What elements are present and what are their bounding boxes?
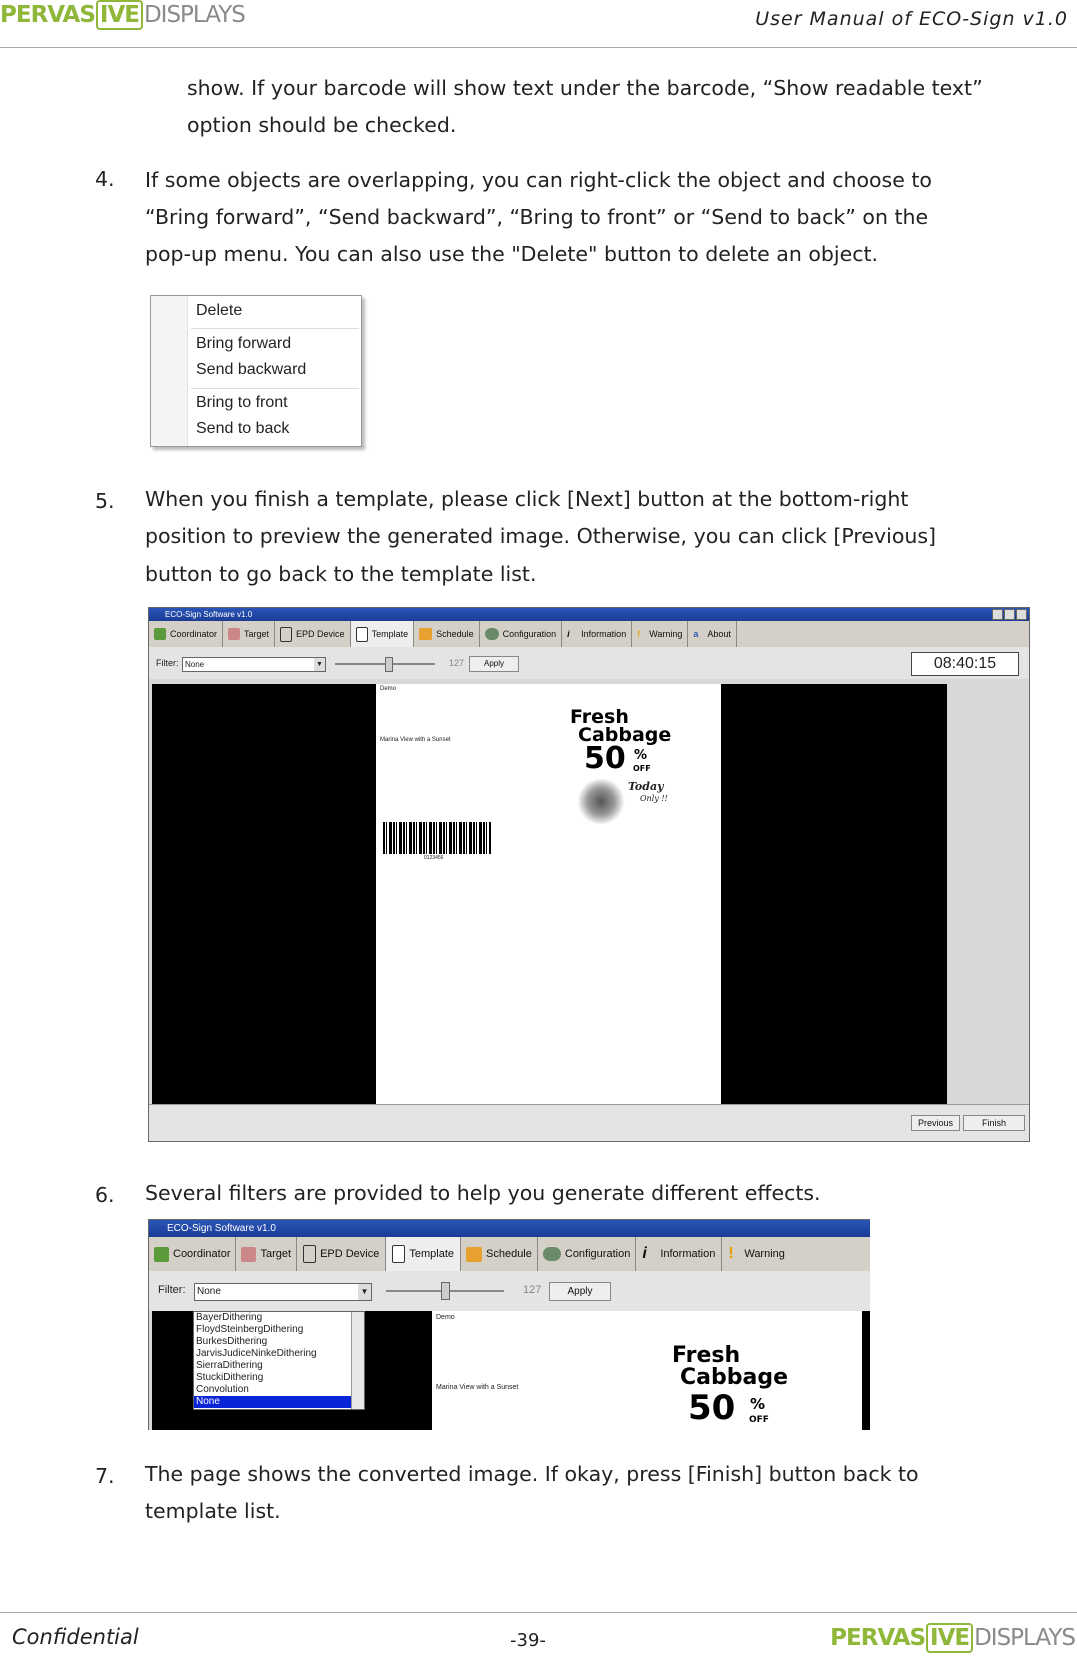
filter-label: Filter: bbox=[156, 658, 179, 668]
filter-option[interactable]: SierraDithering bbox=[196, 1360, 263, 1371]
logo-text-pervas: PERVAS bbox=[830, 1625, 926, 1651]
coordinator-icon bbox=[154, 1247, 169, 1262]
tab-label: Warning bbox=[649, 629, 683, 639]
dropdown-scrollbar[interactable] bbox=[351, 1312, 364, 1409]
filter-dropdown-list bbox=[193, 1311, 365, 1410]
page-number: -39- bbox=[510, 1630, 546, 1651]
canvas-text-demo: Demo bbox=[436, 1314, 455, 1321]
menu-separator bbox=[191, 388, 359, 389]
tab-label: Coordinator bbox=[170, 629, 218, 639]
restore-icon[interactable] bbox=[1004, 609, 1015, 620]
menu-item-send-backward[interactable]: Send backward bbox=[196, 361, 307, 378]
toolbar bbox=[149, 647, 1029, 679]
tab-configuration[interactable] bbox=[480, 621, 563, 647]
ad-off: OFF bbox=[749, 1415, 769, 1425]
template-icon bbox=[392, 1245, 405, 1263]
app-title: ECO-Sign Software v1.0 bbox=[165, 610, 253, 619]
template-icon bbox=[356, 627, 368, 642]
info-icon: i bbox=[567, 629, 570, 639]
tab-schedule[interactable] bbox=[414, 621, 480, 647]
step-7-number: 7. bbox=[95, 1464, 115, 1488]
ad-today: Today bbox=[628, 780, 664, 793]
app-title-bar bbox=[149, 608, 1029, 621]
footer-rule bbox=[0, 1612, 1077, 1613]
filter-value: None bbox=[197, 1286, 221, 1297]
tab-label: Target bbox=[244, 629, 270, 639]
tab-label: Template bbox=[371, 629, 409, 639]
ad-fifty: 50 bbox=[584, 741, 626, 776]
app-title-bar bbox=[149, 1220, 870, 1237]
step-5-line-2: position to preview the generated image. Otherwise, you can click [Previous] bbox=[145, 524, 937, 548]
app-window-preview bbox=[148, 607, 1030, 1142]
slider-handle[interactable] bbox=[385, 657, 393, 672]
ad-cabbage: Cabbage bbox=[680, 1365, 789, 1390]
tab-label: EPD Device bbox=[320, 1248, 380, 1260]
tab-label: Template bbox=[409, 1248, 454, 1260]
epd-device-icon bbox=[303, 1245, 316, 1263]
preview-canvas bbox=[376, 684, 721, 1104]
chevron-down-icon[interactable]: ▼ bbox=[314, 658, 325, 671]
tab-label: Schedule bbox=[486, 1248, 532, 1260]
ad-fresh: Fresh bbox=[672, 1343, 741, 1368]
footer-confidential: Confidential bbox=[12, 1625, 139, 1649]
tab-label: Warning bbox=[744, 1248, 785, 1260]
filter-option[interactable]: BayerDithering bbox=[196, 1312, 263, 1323]
ad-off: OFF bbox=[633, 764, 651, 773]
step-7-line-2: template list. bbox=[145, 1499, 281, 1523]
ad-fifty: 50 bbox=[688, 1388, 736, 1428]
bottom-bar bbox=[149, 1104, 1029, 1141]
apply-button[interactable]: Apply bbox=[469, 656, 519, 672]
intro-line-2: option should be checked. bbox=[187, 113, 457, 137]
target-icon bbox=[241, 1247, 256, 1262]
step-5-line-1: When you finish a template, please click [Next] button at the bottom-right bbox=[145, 487, 909, 511]
tab-label: Configuration bbox=[502, 629, 557, 639]
logo-text-displays: DISPLAYS bbox=[143, 2, 245, 28]
app-tab-bar bbox=[149, 1237, 870, 1271]
epd-device-icon bbox=[280, 627, 292, 642]
step-4-line-2: “Bring forward”, “Send backward”, “Bring to front” or “Send to back” on the bbox=[145, 205, 929, 229]
tab-label: Schedule bbox=[436, 629, 474, 639]
canvas-text-caption: Marina View with a Sunset bbox=[436, 1384, 519, 1391]
step-5-number: 5. bbox=[95, 489, 115, 513]
menu-item-send-to-back[interactable]: Send to back bbox=[196, 420, 290, 437]
coordinator-icon bbox=[154, 628, 166, 640]
footer-logo bbox=[830, 1625, 1075, 1651]
filter-option[interactable]: Convolution bbox=[196, 1384, 249, 1395]
header-logo bbox=[0, 2, 245, 28]
ad-percent: % bbox=[634, 748, 648, 763]
filter-option[interactable]: BurkesDithering bbox=[196, 1336, 268, 1347]
tab-label: EPD Device bbox=[296, 629, 345, 639]
slider-value: 127 bbox=[449, 658, 465, 668]
app-title: ECO-Sign Software v1.0 bbox=[167, 1223, 276, 1234]
previous-button[interactable]: Previous bbox=[911, 1115, 960, 1131]
canvas-text-caption: Marina View with a Sunset bbox=[380, 737, 451, 743]
preview-canvas bbox=[432, 1311, 862, 1430]
header-rule bbox=[0, 47, 1077, 48]
context-menu bbox=[150, 295, 362, 447]
minimize-icon[interactable] bbox=[992, 609, 1003, 620]
tab-epd-device[interactable] bbox=[297, 1237, 386, 1271]
intro-line-1: show. If your barcode will show text under the barcode, “Show readable text” bbox=[187, 76, 983, 100]
step-4-line-3: pop-up menu. You can also use the "Delete" button to delete an object. bbox=[145, 242, 879, 266]
step-4-number: 4. bbox=[95, 167, 115, 191]
ad-percent: % bbox=[750, 1395, 766, 1413]
ad-cabbage: Cabbage bbox=[578, 724, 672, 746]
tab-warning[interactable] bbox=[632, 621, 688, 647]
filter-select[interactable] bbox=[194, 1283, 372, 1301]
warning-icon: ! bbox=[728, 1245, 734, 1262]
menu-item-delete[interactable]: Delete bbox=[196, 302, 243, 319]
tab-label: Coordinator bbox=[173, 1248, 231, 1260]
tab-template[interactable] bbox=[386, 1237, 461, 1271]
tab-target[interactable] bbox=[223, 621, 275, 647]
canvas-text-demo: Demo bbox=[380, 686, 397, 692]
tab-target[interactable] bbox=[236, 1237, 297, 1271]
menu-item-bring-to-front[interactable]: Bring to front bbox=[196, 394, 288, 411]
barcode-text: 0123456 bbox=[424, 855, 444, 861]
context-menu-gutter bbox=[151, 296, 188, 446]
ad-fresh: Fresh bbox=[570, 706, 629, 728]
app-window-filters bbox=[148, 1219, 870, 1430]
tab-coordinator[interactable] bbox=[149, 1237, 236, 1271]
step-7-line-1: The page shows the converted image. If okay, press [Finish] button back to bbox=[145, 1462, 919, 1486]
step-6-number: 6. bbox=[95, 1183, 115, 1207]
filter-option[interactable]: FloydSteinbergDithering bbox=[196, 1324, 304, 1335]
tab-information[interactable] bbox=[636, 1237, 722, 1271]
filter-option[interactable]: JarvisJudiceNinkeDithering bbox=[196, 1348, 317, 1359]
step-4-line-1: If some objects are overlapping, you can right-click the object and choose to bbox=[145, 168, 932, 192]
gear-icon bbox=[543, 1247, 561, 1261]
tab-label: About bbox=[707, 629, 731, 639]
tab-about[interactable] bbox=[688, 621, 737, 647]
toolbar bbox=[149, 1271, 870, 1311]
filter-select[interactable] bbox=[182, 657, 326, 672]
menu-separator bbox=[191, 328, 359, 329]
close-icon[interactable] bbox=[1016, 609, 1027, 620]
filter-option-selected[interactable]: None bbox=[194, 1396, 364, 1408]
header-title: User Manual of ECO-Sign v1.0 bbox=[755, 8, 1068, 30]
app-tab-bar bbox=[149, 621, 1029, 647]
cabbage-image bbox=[576, 779, 626, 824]
gear-icon bbox=[485, 628, 499, 640]
chevron-down-icon[interactable]: ▼ bbox=[358, 1284, 371, 1300]
tab-label: Information bbox=[581, 629, 627, 639]
tab-label: Configuration bbox=[564, 1248, 631, 1260]
tab-schedule[interactable] bbox=[461, 1237, 538, 1271]
logo-text-ive: IVE bbox=[96, 0, 143, 30]
warning-icon: ! bbox=[637, 629, 641, 639]
logo-text-ive: IVE bbox=[926, 1623, 973, 1653]
tab-template[interactable] bbox=[351, 621, 415, 647]
filter-value: None bbox=[185, 660, 205, 669]
barcode bbox=[383, 822, 491, 854]
tab-warning[interactable] bbox=[722, 1237, 791, 1271]
target-icon bbox=[228, 628, 240, 640]
tab-label: Target bbox=[260, 1248, 292, 1260]
menu-item-bring-forward[interactable]: Bring forward bbox=[196, 335, 292, 352]
logo-text-pervas: PERVAS bbox=[0, 2, 95, 28]
calendar-icon bbox=[419, 628, 432, 640]
calendar-icon bbox=[466, 1247, 482, 1262]
tab-configuration[interactable] bbox=[538, 1237, 636, 1271]
apply-button[interactable]: Apply bbox=[549, 1282, 611, 1301]
filter-label: Filter: bbox=[158, 1284, 186, 1296]
filter-option[interactable]: StuckiDithering bbox=[196, 1372, 264, 1383]
step-5-line-3: button to go back to the template list. bbox=[145, 562, 537, 586]
clock: 08:40:15 bbox=[911, 652, 1019, 676]
tab-label: Information bbox=[660, 1248, 716, 1260]
tab-epd-device[interactable] bbox=[275, 621, 351, 647]
slider-handle[interactable] bbox=[441, 1282, 450, 1300]
slider-value: 127 bbox=[523, 1284, 542, 1296]
logo-text-displays: DISPLAYS bbox=[974, 1625, 1075, 1651]
about-icon: a bbox=[693, 629, 699, 639]
finish-button[interactable]: Finish bbox=[963, 1115, 1025, 1131]
tab-information[interactable] bbox=[562, 621, 632, 647]
tab-coordinator[interactable] bbox=[149, 621, 223, 647]
ad-only: Only !! bbox=[640, 794, 668, 803]
info-icon: i bbox=[642, 1245, 647, 1262]
step-6-line-1: Several filters are provided to help you generate different effects. bbox=[145, 1181, 821, 1205]
